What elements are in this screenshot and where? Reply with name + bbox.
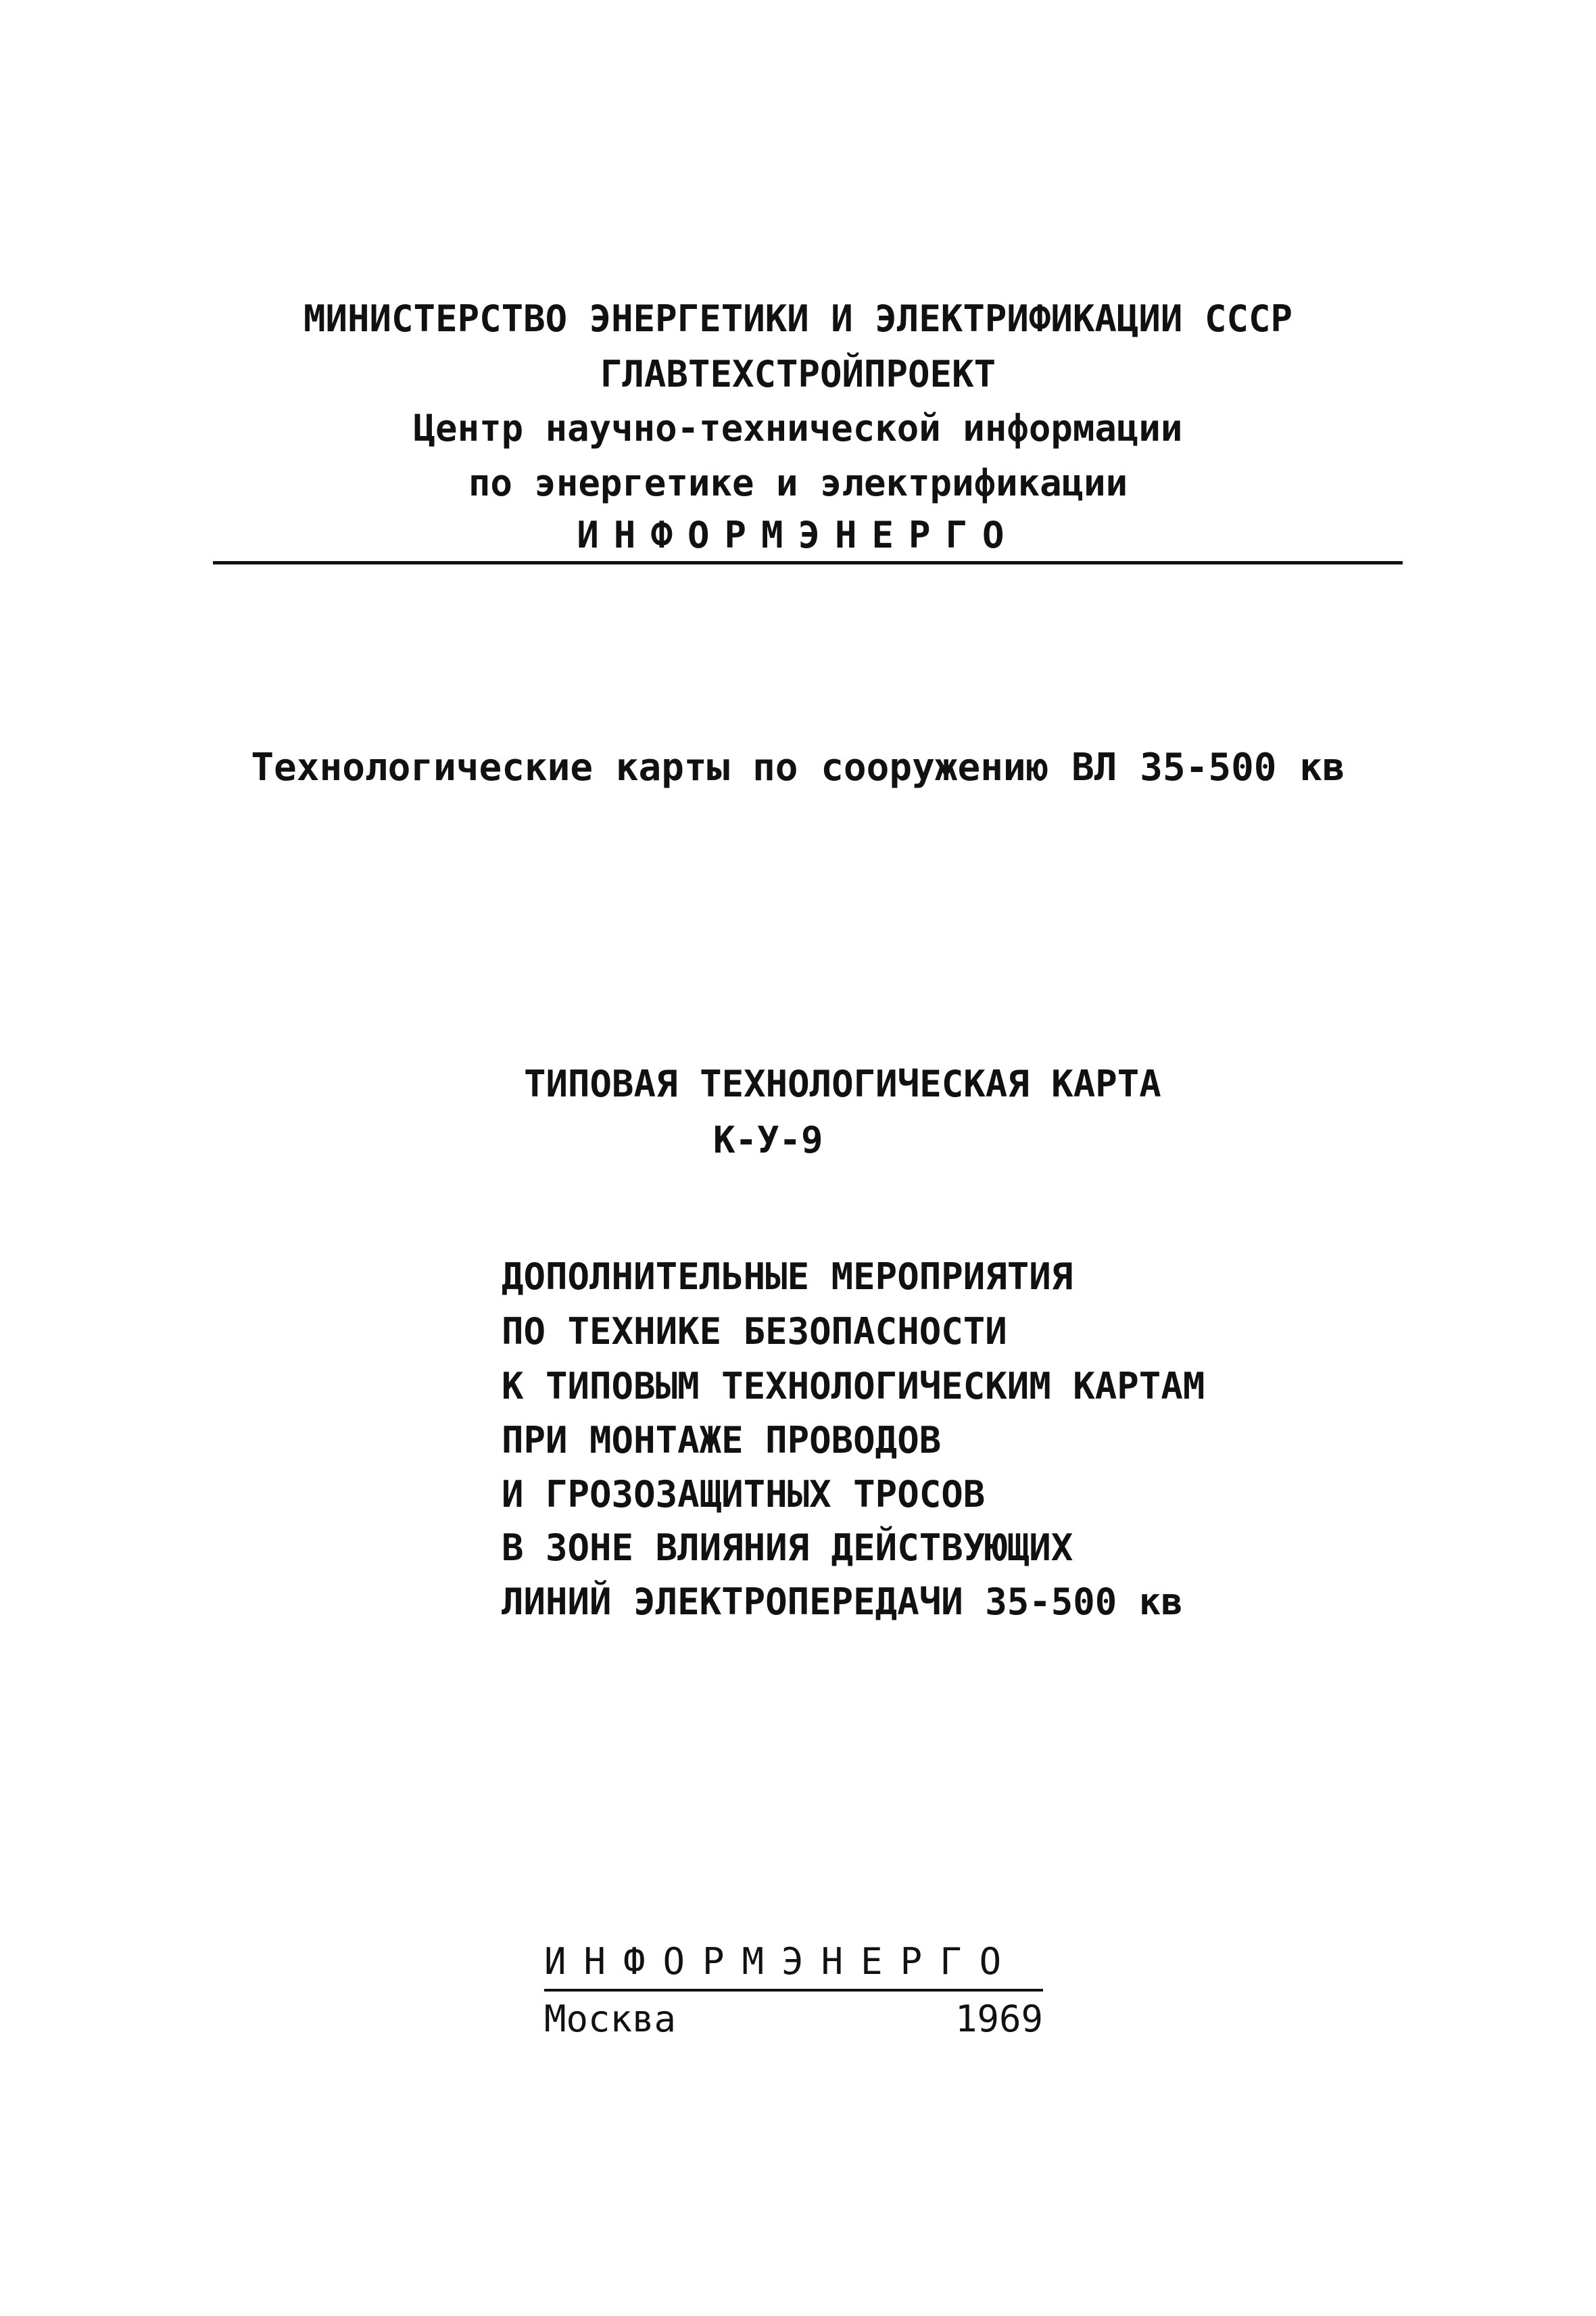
description-line: К ТИПОВЫМ ТЕХНОЛОГИЧЕСКИМ КАРТАМ [502, 1365, 1205, 1407]
description-line: ДОПОЛНИТЕЛЬНЫЕ МЕРОПРИЯТИЯ [502, 1255, 1073, 1298]
imprint-year: 1969 [955, 1998, 1044, 2040]
description-line: ПРИ МОНТАЖЕ ПРОВОДОВ [502, 1419, 942, 1462]
imprint-publisher: ИНФОРМЭНЕРГО [544, 1940, 1019, 1983]
description-line: И ГРОЗОЗАЩИТНЫХ ТРОСОВ [502, 1473, 986, 1516]
description-line: ПО ТЕХНИКЕ БЕЗОПАСНОСТИ [502, 1310, 1007, 1353]
series-title: Технологические карты по сооружению ВЛ 35-500 кв [251, 746, 1345, 790]
description-line: ЛИНИЙ ЭЛЕКТРОПЕРЕДАЧИ 35-500 кв [502, 1581, 1183, 1623]
card-heading: ТИПОВАЯ ТЕХНОЛОГИЧЕСКАЯ КАРТА [524, 1063, 1161, 1105]
ministry-line: МИНИСТЕРСТВО ЭНЕРГЕТИКИ И ЭЛЕКТРИФИКАЦИИ СССР [304, 297, 1292, 340]
department-line: ГЛАВТЕХСТРОЙПРОЕКТ [600, 353, 996, 395]
imprint-divider [544, 1989, 1043, 1992]
center-line-2: по энергетике и электрификации [468, 462, 1128, 504]
card-code: К-У-9 [713, 1119, 823, 1161]
org-name: ИНФОРМЭНЕРГО [577, 514, 1019, 556]
imprint-city: Москва [544, 1998, 677, 2040]
description-line: В ЗОНЕ ВЛИЯНИЯ ДЕЙСТВУЮЩИХ [502, 1526, 1073, 1569]
header-divider [213, 561, 1403, 564]
center-line-1: Центр научно-технической информации [413, 407, 1183, 450]
